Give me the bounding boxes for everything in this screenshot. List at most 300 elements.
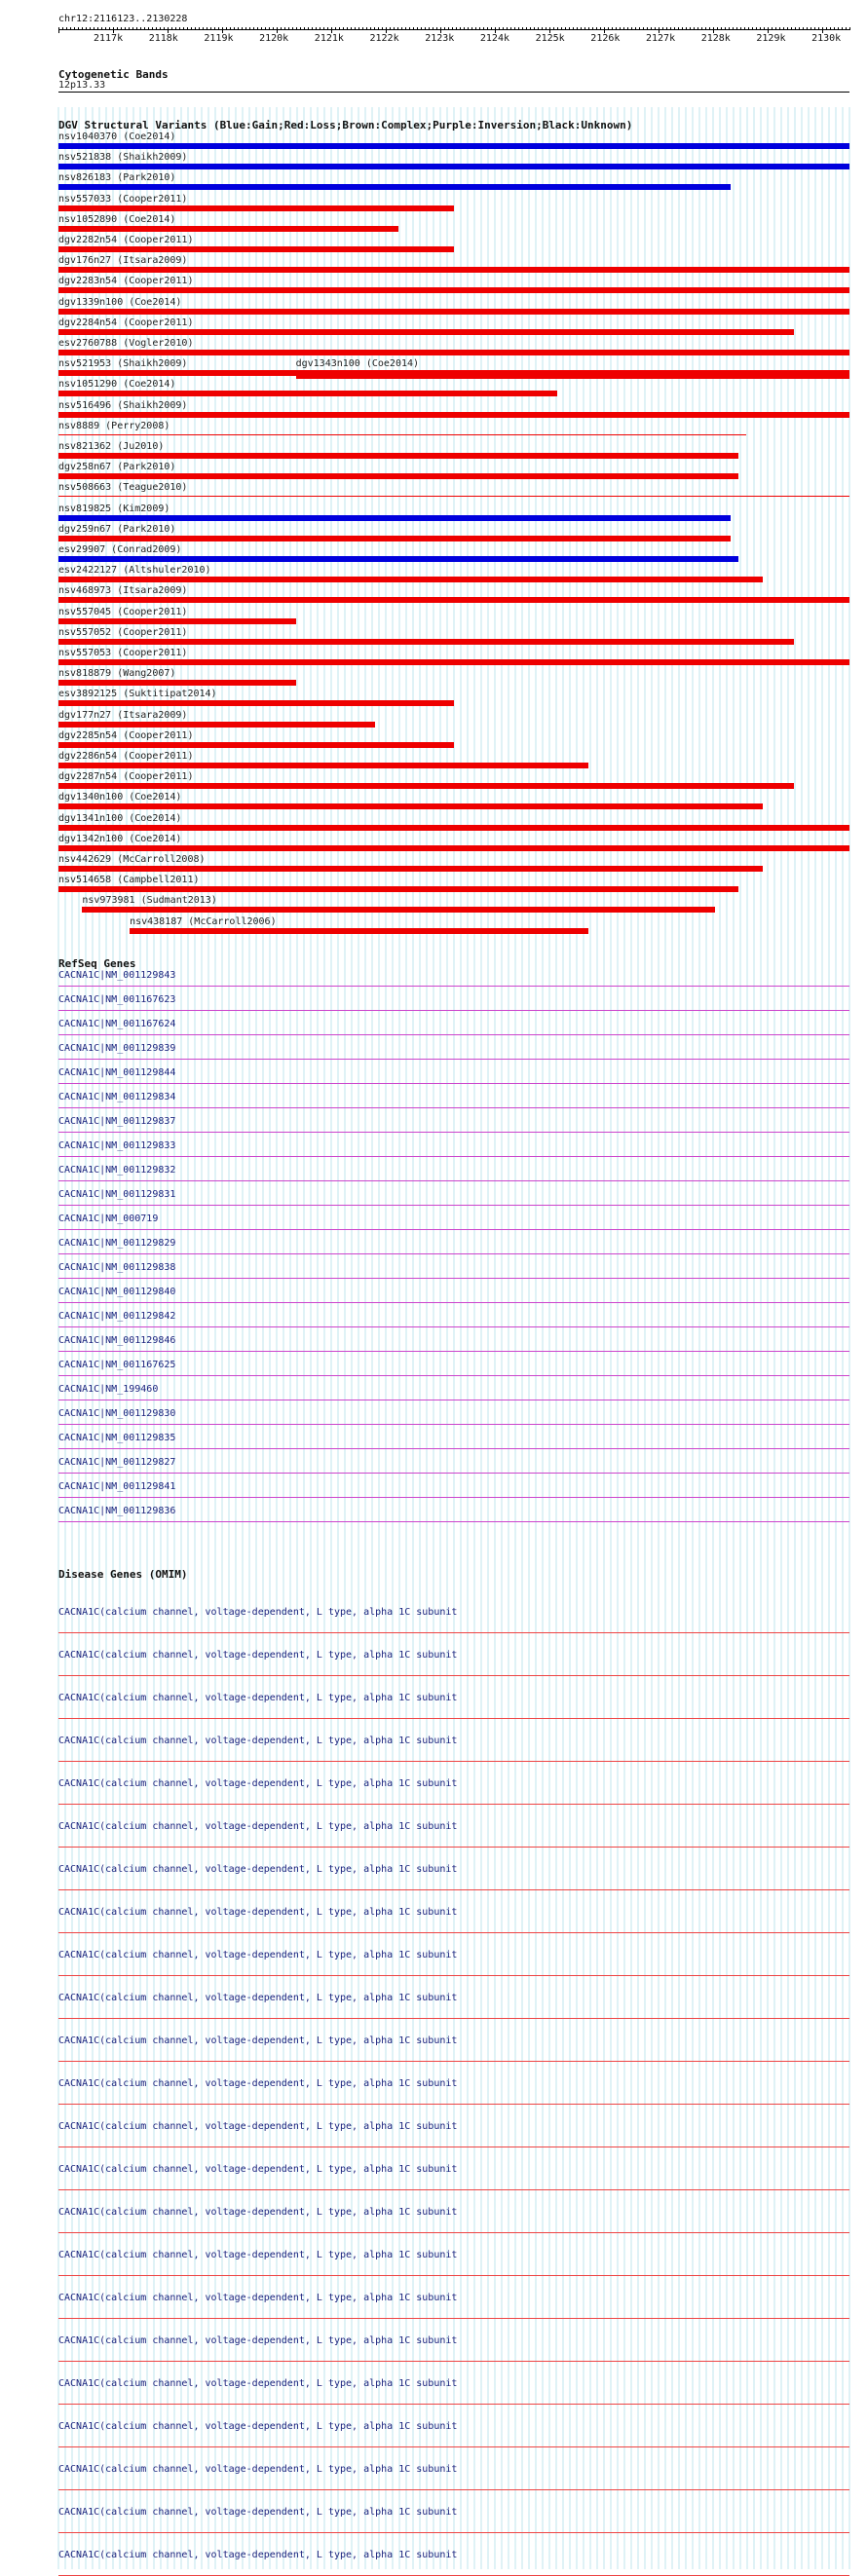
ruler-tick — [460, 27, 461, 30]
refseq-gene-label[interactable]: CACNA1C|NM_001129838 — [58, 1262, 176, 1273]
ruler-tick — [191, 27, 192, 30]
ruler-tick — [475, 27, 476, 30]
ruler-tick — [826, 27, 827, 30]
refseq-gene-label[interactable]: CACNA1C|NM_000719 — [58, 1213, 159, 1224]
omim-gene-line[interactable] — [58, 1847, 849, 1848]
refseq-gene-line[interactable] — [58, 1302, 849, 1303]
omim-disease-gene-label[interactable]: CACNA1C(calcium channel, voltage-dependent, L type, alpha 1C subunit — [58, 1864, 458, 1875]
ruler-tick — [736, 27, 737, 30]
dgv-variant-bar[interactable] — [58, 803, 763, 809]
omim-disease-gene-label[interactable]: CACNA1C(calcium channel, voltage-dependent, L type, alpha 1C subunit — [58, 2207, 458, 2218]
ruler-tick — [370, 27, 371, 30]
ruler-tick — [487, 27, 488, 30]
dgv-variant-label[interactable]: nsv514658 (Campbell2011) — [58, 875, 200, 886]
omim-disease-gene-label[interactable]: CACNA1C(calcium channel, voltage-dependent, L type, alpha 1C subunit — [58, 2293, 458, 2303]
dgv-variant-label[interactable]: esv2760788 (Vogler2010) — [58, 338, 194, 349]
dgv-variant-label[interactable]: nsv818879 (Wang2007) — [58, 668, 176, 680]
omim-disease-gene-label[interactable]: CACNA1C(calcium channel, voltage-dependent, L type, alpha 1C subunit — [58, 2250, 458, 2260]
dgv-variant-label[interactable]: nsv557033 (Cooper2011) — [58, 193, 188, 205]
dgv-variant-label[interactable]: dgv2287n54 (Cooper2011) — [58, 771, 194, 783]
ruler-tick — [444, 27, 445, 30]
dgv-variant-bar[interactable] — [58, 722, 375, 728]
dgv-variant-label[interactable]: nsv521953 (Shaikh2009) — [58, 358, 188, 370]
omim-gene-line[interactable] — [58, 2018, 849, 2019]
dgv-variant-label[interactable]: dgv177n27 (Itsara2009) — [58, 709, 188, 721]
dgv-variant-bar[interactable] — [58, 329, 794, 335]
ruler-tick — [834, 27, 835, 30]
ruler-tick — [779, 27, 780, 30]
omim-gene-line[interactable] — [58, 2404, 849, 2405]
omim-disease-gene-label[interactable]: CACNA1C(calcium channel, voltage-dependent, L type, alpha 1C subunit — [58, 2507, 458, 2518]
refseq-gene-line[interactable] — [58, 986, 849, 987]
ruler-tick — [308, 27, 309, 30]
dgv-variant-label[interactable]: dgv259n67 (Park2010) — [58, 523, 176, 535]
ruler-tick — [362, 27, 363, 30]
ruler-tick — [709, 27, 710, 30]
ruler-tick — [105, 27, 106, 30]
ruler-tick — [814, 27, 815, 30]
omim-disease-gene-label[interactable]: CACNA1C(calcium channel, voltage-dependent, L type, alpha 1C subunit — [58, 2078, 458, 2089]
ruler-tick — [199, 27, 200, 30]
ruler-tick — [752, 27, 753, 30]
dgv-variant-label[interactable]: esv2422127 (Altshuler2010) — [58, 565, 211, 577]
refseq-gene-line[interactable] — [58, 1156, 849, 1157]
ruler-tick — [631, 27, 632, 30]
ruler-tick — [296, 27, 297, 30]
refseq-gene-label[interactable]: CACNA1C|NM_001129832 — [58, 1165, 176, 1176]
ruler-tick-label: 2121k — [314, 33, 344, 44]
dgv-variant-bar[interactable] — [58, 246, 454, 252]
ruler-tick — [335, 27, 336, 30]
ruler-tick — [464, 27, 465, 30]
ruler-tick — [86, 27, 87, 30]
dgv-variant-bar[interactable] — [58, 496, 849, 497]
omim-disease-gene-label[interactable]: CACNA1C(calcium channel, voltage-dependent, L type, alpha 1C subunit — [58, 1693, 458, 1703]
ruler-tick — [238, 27, 239, 30]
dgv-variant-label[interactable]: dgv2285n54 (Cooper2011) — [58, 729, 194, 741]
omim-gene-line[interactable] — [58, 2318, 849, 2319]
refseq-gene-line[interactable] — [58, 1229, 849, 1230]
ruler-tick — [257, 27, 258, 30]
ruler-tick-label: 2123k — [425, 33, 455, 44]
ruler-tick — [647, 27, 648, 30]
refseq-gene-line[interactable] — [58, 1473, 849, 1474]
omim-gene-line[interactable] — [58, 2189, 849, 2190]
refseq-gene-line[interactable] — [58, 1083, 849, 1084]
ruler-tick — [417, 27, 418, 30]
ruler-tick — [401, 27, 402, 30]
dgv-variant-label[interactable]: nsv508663 (Teague2010) — [58, 482, 188, 494]
ruler-tick-label: 2127k — [646, 33, 676, 44]
dgv-variant-label[interactable]: nsv521838 (Shaikh2009) — [58, 152, 188, 164]
ruler-tick — [160, 27, 161, 30]
ruler-tick — [620, 27, 621, 30]
ruler-tick — [436, 27, 437, 30]
ruler-tick — [347, 27, 348, 30]
omim-gene-line[interactable] — [58, 1761, 849, 1762]
ruler-tick — [522, 27, 523, 30]
ruler-tick — [343, 27, 344, 30]
dgv-variant-bar[interactable] — [58, 143, 849, 149]
omim-gene-line[interactable] — [58, 2532, 849, 2533]
dgv-variant-bar[interactable] — [58, 639, 794, 645]
ruler-tick — [97, 27, 98, 30]
dgv-variant-label[interactable]: dgv2283n54 (Cooper2011) — [58, 276, 194, 287]
ruler-tick — [140, 27, 141, 30]
dgv-variant-bar[interactable] — [58, 845, 849, 851]
ruler-tick — [764, 27, 765, 30]
ruler-tick — [304, 27, 305, 30]
omim-gene-line[interactable] — [58, 1804, 849, 1805]
omim-disease-gene-label[interactable]: CACNA1C(calcium channel, voltage-dependent, L type, alpha 1C subunit — [58, 2378, 458, 2389]
dgv-variant-label[interactable]: nsv442629 (McCarroll2008) — [58, 854, 206, 865]
ruler-tick — [534, 27, 535, 30]
ruler-tick — [682, 27, 683, 30]
ruler-tick — [74, 27, 75, 30]
ruler-tick — [164, 27, 165, 30]
refseq-gene-label[interactable]: CACNA1C|NM_001129835 — [58, 1433, 176, 1443]
ruler-tick — [803, 27, 804, 30]
ruler-tick — [195, 27, 196, 30]
omim-gene-line[interactable] — [58, 2104, 849, 2105]
ruler-tick — [561, 27, 562, 30]
dgv-variant-bar[interactable] — [58, 618, 296, 624]
dgv-variant-bar[interactable] — [58, 866, 763, 872]
refseq-gene-label[interactable]: CACNA1C|NM_199460 — [58, 1384, 159, 1395]
ruler-tick — [452, 27, 453, 30]
omim-disease-gene-label[interactable]: CACNA1C(calcium channel, voltage-dependent, L type, alpha 1C subunit — [58, 1650, 458, 1661]
omim-disease-gene-label[interactable]: CACNA1C(calcium channel, voltage-dependent, L type, alpha 1C subunit — [58, 2335, 458, 2346]
dgv-variant-label[interactable]: nsv557053 (Cooper2011) — [58, 648, 188, 658]
ruler-tick — [90, 27, 91, 30]
dgv-variant-label[interactable]: dgv2286n54 (Cooper2011) — [58, 751, 194, 762]
ruler-tick — [748, 27, 749, 30]
ruler-tick-label: 2120k — [259, 33, 289, 44]
ruler-tick — [70, 27, 71, 30]
omim-disease-gene-label[interactable]: CACNA1C(calcium channel, voltage-dependent, L type, alpha 1C subunit — [58, 1993, 458, 2003]
dgv-track-title: DGV Structural Variants (Blue:Gain;Red:Loss;Brown:Complex;Purple:Inversion;Black:Unknown) — [58, 119, 633, 131]
dgv-variant-bar[interactable] — [58, 700, 454, 706]
omim-disease-gene-label[interactable]: CACNA1C(calcium channel, voltage-dependent, L type, alpha 1C subunit — [58, 2550, 458, 2560]
ruler-tick — [810, 27, 811, 30]
omim-gene-line[interactable] — [58, 1889, 849, 1890]
ruler-tick — [596, 27, 597, 30]
ruler-tick — [152, 27, 153, 30]
refseq-gene-line[interactable] — [58, 1010, 849, 1011]
refseq-gene-line[interactable] — [58, 1326, 849, 1327]
dgv-variant-label[interactable]: dgv176n27 (Itsara2009) — [58, 255, 188, 267]
dgv-variant-bar[interactable] — [58, 763, 588, 768]
ruler-tick — [148, 27, 149, 30]
omim-disease-gene-label[interactable]: CACNA1C(calcium channel, voltage-dependent, L type, alpha 1C subunit — [58, 2421, 458, 2432]
dgv-variant-bar[interactable] — [82, 907, 715, 913]
dgv-variant-bar[interactable] — [58, 309, 849, 315]
ruler-tick — [273, 27, 274, 30]
dgv-variant-bar[interactable] — [58, 742, 454, 748]
ruler-tick — [390, 27, 391, 30]
ruler-tick — [573, 27, 574, 30]
refseq-gene-line[interactable] — [58, 1351, 849, 1352]
ruler-tick — [725, 27, 726, 30]
ruler-tick — [670, 27, 671, 30]
ruler-tick — [378, 27, 379, 30]
omim-disease-gene-label[interactable]: CACNA1C(calcium channel, voltage-dependent, L type, alpha 1C subunit — [58, 2121, 458, 2132]
ruler-tick — [351, 27, 352, 30]
dgv-variant-label[interactable]: nsv1040370 (Coe2014) — [58, 131, 176, 142]
dgv-variant-bar[interactable] — [58, 515, 731, 521]
refseq-gene-label[interactable]: CACNA1C|NM_001129833 — [58, 1140, 176, 1151]
dgv-variant-bar[interactable] — [58, 453, 738, 459]
dgv-variant-label[interactable]: dgv1339n100 (Coe2014) — [58, 296, 182, 308]
refseq-gene-line[interactable] — [58, 1132, 849, 1133]
omim-disease-gene-label[interactable]: CACNA1C(calcium channel, voltage-dependent, L type, alpha 1C subunit — [58, 2035, 458, 2046]
dgv-variant-bar[interactable] — [58, 556, 738, 562]
ruler-tick — [405, 27, 406, 30]
omim-disease-gene-label[interactable]: CACNA1C(calcium channel, voltage-dependent, L type, alpha 1C subunit — [58, 1778, 458, 1789]
ruler-tick — [635, 27, 636, 30]
ruler-tick — [121, 27, 122, 30]
refseq-gene-label[interactable]: CACNA1C|NM_001129841 — [58, 1481, 176, 1492]
coordinate-label: chr12:2116123..2130228 — [58, 14, 188, 24]
dgv-variant-label[interactable]: dgv1343n100 (Coe2014) — [295, 358, 420, 370]
dgv-variant-bar[interactable] — [58, 350, 849, 355]
omim-disease-gene-label[interactable]: CACNA1C(calcium channel, voltage-dependent, L type, alpha 1C subunit — [58, 1950, 458, 1960]
ruler-tick — [358, 27, 359, 30]
refseq-gene-line[interactable] — [58, 1424, 849, 1425]
cytoband-line — [58, 92, 849, 93]
refseq-gene-line[interactable] — [58, 1278, 849, 1279]
dgv-variant-label[interactable]: nsv468973 (Itsara2009) — [58, 585, 188, 597]
omim-disease-gene-label[interactable]: CACNA1C(calcium channel, voltage-dependent, L type, alpha 1C subunit — [58, 1736, 458, 1746]
ruler-tick — [627, 27, 628, 30]
ruler-tick — [530, 27, 531, 30]
omim-gene-line[interactable] — [58, 1975, 849, 1976]
dgv-variant-bar[interactable] — [58, 536, 731, 541]
omim-gene-line[interactable] — [58, 2489, 849, 2490]
dgv-variant-bar[interactable] — [58, 659, 849, 665]
dgv-variant-bar[interactable] — [58, 577, 763, 582]
refseq-gene-label[interactable]: CACNA1C|NM_001129837 — [58, 1116, 176, 1127]
dgv-variant-label[interactable]: nsv557045 (Cooper2011) — [58, 606, 188, 617]
dgv-variant-bar[interactable] — [296, 375, 849, 379]
dgv-variant-bar[interactable] — [58, 825, 849, 831]
ruler-tick — [538, 27, 539, 30]
refseq-gene-line[interactable] — [58, 1521, 849, 1522]
refseq-gene-label[interactable]: CACNA1C|NM_001129839 — [58, 1043, 176, 1054]
dgv-variant-label[interactable]: nsv516496 (Shaikh2009) — [58, 399, 188, 411]
refseq-gene-line[interactable] — [58, 1059, 849, 1060]
omim-gene-line[interactable] — [58, 1632, 849, 1633]
omim-gene-line[interactable] — [58, 1718, 849, 1719]
refseq-gene-label[interactable]: CACNA1C|NM_001129842 — [58, 1311, 176, 1322]
ruler-tick — [355, 27, 356, 30]
dgv-variant-label[interactable]: nsv819825 (Kim2009) — [58, 503, 170, 514]
refseq-gene-label[interactable]: CACNA1C|NM_001129827 — [58, 1457, 176, 1468]
ruler-tick — [592, 27, 593, 30]
refseq-gene-label[interactable]: CACNA1C|NM_001129844 — [58, 1067, 176, 1078]
ruler-tick — [58, 27, 59, 33]
dgv-variant-bar[interactable] — [58, 184, 731, 190]
ruler-tick — [265, 27, 266, 30]
refseq-gene-label[interactable]: CACNA1C|NM_001129834 — [58, 1092, 176, 1102]
omim-gene-line[interactable] — [58, 2275, 849, 2276]
refseq-gene-label[interactable]: CACNA1C|NM_001167623 — [58, 994, 176, 1005]
ruler-tick — [245, 27, 246, 30]
refseq-gene-label[interactable]: CACNA1C|NM_001129830 — [58, 1408, 176, 1419]
omim-disease-gene-label[interactable]: CACNA1C(calcium channel, voltage-dependent, L type, alpha 1C subunit — [58, 2464, 458, 2475]
ruler-tick — [830, 27, 831, 30]
ruler-tick — [686, 27, 687, 30]
ruler-tick — [323, 27, 324, 30]
ruler-tick — [491, 27, 492, 30]
ruler-tick — [339, 27, 340, 30]
ruler-tick — [697, 27, 698, 30]
ruler-tick — [639, 27, 640, 30]
ruler-tick — [253, 27, 254, 30]
dgv-variant-bar[interactable] — [58, 267, 849, 273]
ruler-tick — [292, 27, 293, 30]
refseq-gene-label[interactable]: CACNA1C|NM_001129831 — [58, 1189, 176, 1200]
ruler-tick — [651, 27, 652, 30]
dgv-variant-label[interactable]: dgv2282n54 (Cooper2011) — [58, 235, 194, 245]
omim-gene-line[interactable] — [58, 1675, 849, 1676]
omim-gene-line[interactable] — [58, 2446, 849, 2447]
omim-track-title: Disease Genes (OMIM) — [58, 1568, 188, 1581]
ruler-tick — [78, 27, 79, 30]
ruler-tick-label: 2129k — [756, 33, 786, 44]
dgv-variant-label[interactable]: dgv1341n100 (Coe2014) — [58, 812, 182, 824]
refseq-gene-label[interactable]: CACNA1C|NM_001129836 — [58, 1506, 176, 1516]
ruler-tick — [678, 27, 679, 30]
dgv-variant-label[interactable]: dgv258n67 (Park2010) — [58, 462, 176, 473]
ruler-tick — [662, 27, 663, 30]
omim-gene-line[interactable] — [58, 2232, 849, 2233]
ruler-tick — [409, 27, 410, 30]
refseq-gene-label[interactable]: CACNA1C|NM_001129840 — [58, 1287, 176, 1297]
omim-disease-gene-label[interactable]: CACNA1C(calcium channel, voltage-dependent, L type, alpha 1C subunit — [58, 1821, 458, 1832]
refseq-gene-line[interactable] — [58, 1497, 849, 1498]
dgv-variant-label[interactable]: dgv2284n54 (Cooper2011) — [58, 317, 194, 328]
dgv-variant-label[interactable]: nsv1052890 (Coe2014) — [58, 213, 176, 225]
ruler-tick — [66, 27, 67, 30]
ruler-tick — [612, 27, 613, 30]
dgv-variant-label[interactable]: nsv557052 (Cooper2011) — [58, 626, 188, 638]
omim-disease-gene-label[interactable]: CACNA1C(calcium channel, voltage-dependent, L type, alpha 1C subunit — [58, 1607, 458, 1618]
ruler-tick — [717, 27, 718, 30]
refseq-gene-line[interactable] — [58, 1180, 849, 1181]
dgv-variant-bar[interactable] — [58, 205, 454, 211]
ruler-tick — [690, 27, 691, 30]
ruler-tick — [655, 27, 656, 30]
refseq-gene-label[interactable]: CACNA1C|NM_001129843 — [58, 970, 176, 981]
ruler-tick — [429, 27, 430, 30]
ruler-tick — [846, 27, 847, 30]
dgv-variant-bar[interactable] — [58, 226, 398, 232]
omim-gene-line[interactable] — [58, 2361, 849, 2362]
refseq-gene-label[interactable]: CACNA1C|NM_001129829 — [58, 1238, 176, 1249]
ruler-tick — [546, 27, 547, 30]
ruler-tick — [799, 27, 800, 30]
ruler-tick — [775, 27, 776, 30]
refseq-gene-line[interactable] — [58, 1107, 849, 1108]
ruler-tick — [366, 27, 367, 30]
dgv-variant-bar[interactable] — [58, 783, 794, 789]
ruler-tick-label: 2124k — [479, 33, 509, 44]
dgv-variant-bar[interactable] — [58, 886, 738, 892]
dgv-variant-bar[interactable] — [58, 287, 849, 293]
dgv-variant-label[interactable]: esv29907 (Conrad2009) — [58, 544, 182, 555]
ruler-tick — [183, 27, 184, 30]
cytoband-track-title: Cytogenetic Bands — [58, 68, 169, 81]
ruler-tick — [733, 27, 734, 30]
ruler-tick — [226, 27, 227, 30]
dgv-variant-label[interactable]: nsv438187 (McCarroll2006) — [130, 915, 277, 927]
refseq-gene-label[interactable]: CACNA1C|NM_001129846 — [58, 1335, 176, 1346]
refseq-gene-label[interactable]: CACNA1C|NM_001167624 — [58, 1019, 176, 1029]
refseq-gene-line[interactable] — [58, 1375, 849, 1376]
omim-gene-line[interactable] — [58, 2061, 849, 2062]
dgv-variant-bar[interactable] — [58, 473, 738, 479]
omim-gene-line[interactable] — [58, 1932, 849, 1933]
ruler-tick — [397, 27, 398, 30]
ruler-tick — [62, 27, 63, 30]
dgv-variant-label[interactable]: esv3892125 (Suktitipat2014) — [58, 689, 217, 700]
ruler-tick — [179, 27, 180, 30]
ruler-tick — [448, 27, 449, 30]
refseq-gene-line[interactable] — [58, 1448, 849, 1449]
refseq-gene-line[interactable] — [58, 1253, 849, 1254]
dgv-variant-label[interactable]: dgv1340n100 (Coe2014) — [58, 792, 182, 803]
dgv-variant-label[interactable]: nsv826183 (Park2010) — [58, 172, 176, 184]
dgv-variant-bar[interactable] — [130, 928, 588, 934]
dgv-variant-label[interactable]: nsv821362 (Ju2010) — [58, 441, 165, 452]
dgv-variant-label[interactable]: nsv973981 (Sudmant2013) — [82, 895, 217, 907]
dgv-variant-label[interactable]: dgv1342n100 (Coe2014) — [58, 833, 182, 844]
ruler-tick — [818, 27, 819, 30]
ruler-tick — [807, 27, 808, 30]
ruler-tick — [82, 27, 83, 30]
dgv-variant-label[interactable]: nsv8889 (Perry2008) — [58, 420, 170, 431]
cytoband-label[interactable]: 12p13.33 — [58, 80, 106, 91]
ruler-tick — [729, 27, 730, 30]
ruler-tick — [203, 27, 204, 30]
refseq-track-title: RefSeq Genes — [58, 957, 136, 970]
dgv-variant-label[interactable]: nsv1051290 (Coe2014) — [58, 379, 176, 391]
refseq-gene-line[interactable] — [58, 1034, 849, 1035]
refseq-gene-line[interactable] — [58, 1205, 849, 1206]
ruler-tick — [284, 27, 285, 30]
ruler-tick — [694, 27, 695, 30]
ruler-tick — [210, 27, 211, 30]
refseq-gene-label[interactable]: CACNA1C|NM_001167625 — [58, 1360, 176, 1370]
dgv-variant-bar[interactable] — [58, 391, 557, 396]
ruler-tick — [288, 27, 289, 30]
ruler-tick — [471, 27, 472, 30]
ruler-tick — [569, 27, 570, 30]
dgv-variant-bar[interactable] — [58, 680, 296, 686]
ruler-tick — [132, 27, 133, 30]
dgv-variant-bar[interactable] — [58, 597, 849, 603]
ruler-tick — [136, 27, 137, 30]
dgv-variant-bar[interactable] — [58, 412, 849, 418]
ruler-tick-label: 2118k — [148, 33, 178, 44]
ruler-tick — [281, 27, 282, 30]
dgv-variant-bar[interactable] — [58, 164, 849, 169]
dgv-variant-bar[interactable] — [58, 434, 746, 435]
omim-disease-gene-label[interactable]: CACNA1C(calcium channel, voltage-dependent, L type, alpha 1C subunit — [58, 2164, 458, 2175]
omim-disease-gene-label[interactable]: CACNA1C(calcium channel, voltage-dependent, L type, alpha 1C subunit — [58, 1907, 458, 1918]
ruler-tick — [514, 27, 515, 30]
